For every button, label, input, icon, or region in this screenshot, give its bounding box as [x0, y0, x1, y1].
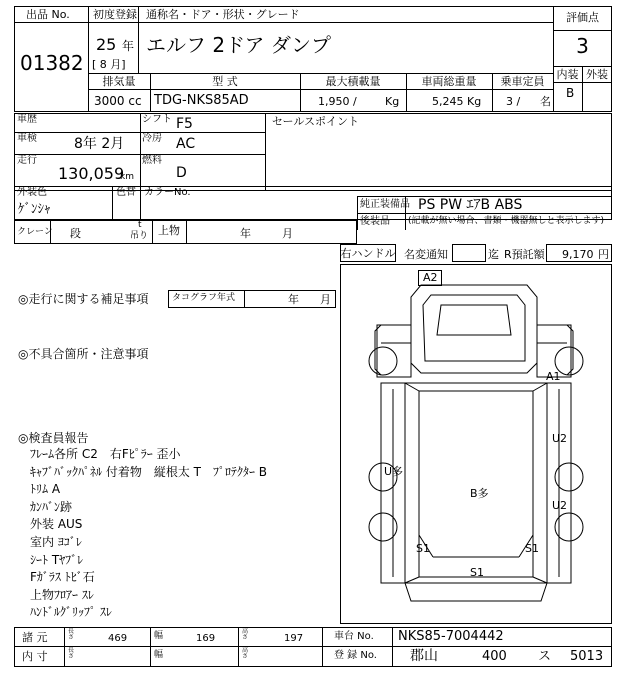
plate-class: 400 [482, 649, 507, 664]
lot-number: 01382 [20, 51, 84, 75]
r-test-label: R預託額 [504, 248, 545, 261]
plate-label: 登 録 No. [334, 650, 377, 661]
name-change-label: 名変通知 [404, 248, 448, 261]
inner-width-label: 幅 [154, 650, 164, 660]
mark-a2: A2 [423, 271, 438, 284]
crane-stage: 段 [70, 227, 81, 240]
shift-label: シフト [142, 114, 172, 125]
inspector-report-label: ◎検査員報告 [18, 431, 89, 445]
capacity: 3 / [506, 95, 521, 108]
inspector-line: Fｶﾞﾗｽ ﾄﾋﾞ石 [30, 570, 95, 585]
lift-year: 年 [240, 227, 251, 240]
lot-label: 出品 No. [26, 8, 70, 21]
crane-hook: 吊り [130, 231, 149, 241]
fuel-value: D [176, 165, 187, 181]
inspector-line: ｶﾝﾊﾞﾝ跡 [30, 499, 73, 514]
height-label: 高さ [242, 628, 249, 642]
mark-s1-rear: S1 [470, 566, 484, 579]
mark-u2-lower: U2 [552, 499, 568, 512]
inspection-label: 車検 [17, 133, 37, 144]
width-label: 幅 [154, 631, 164, 641]
inspector-line: ﾄﾘﾑ A [30, 482, 61, 497]
width-value: 169 [196, 633, 216, 644]
plate-number: 5013 [570, 649, 604, 664]
aftermarket-label: 後装品 [360, 216, 390, 227]
height-value: 197 [284, 633, 304, 644]
chassis-number: NKS85-7004442 [398, 629, 504, 644]
mark-s1-right: S1 [525, 542, 539, 555]
length-value: 469 [108, 633, 128, 644]
color-change-label: 色替 [116, 187, 136, 198]
equipment-value: PS PW ｴｱB ABS [418, 197, 523, 213]
mark-u2-upper: U2 [552, 432, 568, 445]
tacho-month: 月 [320, 293, 331, 306]
history-label: 車歴 [17, 114, 37, 125]
defects-label: ◎不具合箇所・注意事項 [18, 347, 149, 361]
reg-month: [ 8 月] [92, 58, 126, 71]
shift-value: F5 [176, 116, 193, 132]
exterior-grade-label: 外装 [586, 68, 608, 81]
plate-kana: ス [538, 649, 552, 664]
tacho-year: 年 [288, 293, 299, 306]
color-code-label: カラーNo. [144, 187, 191, 198]
mileage-label: 走行 [17, 155, 37, 166]
inspector-line: ｷｬﾌﾞﾊﾞｯｸﾊﾟﾈﾙ 付着物 縦根太 T ﾌﾟﾛﾃｸﾀｰ B [30, 464, 268, 479]
mark-u-multi: U多 [384, 465, 404, 478]
grade-value: 3 [576, 34, 589, 58]
inner-dims-label: 内 寸 [22, 650, 48, 663]
model-name: エルフ 2ドア ダンプ [146, 33, 332, 57]
inspector-line: 室内 ﾖｺﾞﾚ [30, 535, 82, 549]
model-code: TDG-NKS85AD [154, 93, 249, 108]
ac-label: 冷房 [142, 133, 162, 144]
chassis-label: 車台 No. [334, 631, 374, 642]
first-reg-label: 初度登録 [93, 8, 137, 21]
r-test-unit: 円 [598, 248, 609, 261]
year-unit: 年 [122, 39, 135, 53]
mileage-unit: km [120, 172, 134, 182]
steering-value: 右ハンドル [340, 247, 396, 260]
grade-label: 評価点 [566, 11, 599, 24]
expiry-label: 迄 [488, 248, 499, 261]
max-load: 1,950 / [318, 95, 357, 108]
interior-grade: B [566, 86, 575, 100]
ext-color-label: 外装色 [17, 187, 47, 198]
capacity-label: 乗車定員 [500, 75, 545, 88]
model-code-label: 型 式 [212, 75, 238, 88]
reg-year: 25 [96, 35, 117, 54]
inspector-line: 外装 AUS [30, 517, 83, 532]
crane-label: クレーン [17, 227, 53, 237]
length-label: 長さ [68, 628, 75, 642]
tachograph-label: タコグラフ年式 [172, 293, 236, 303]
gross-weight: 5,245 Kg [432, 95, 482, 108]
displacement: 3000 cc [94, 94, 142, 108]
mark-b-multi: B多 [470, 487, 489, 500]
inner-length-label: 長さ [68, 647, 75, 661]
crane-ton: t [138, 220, 142, 230]
aftermarket-note: (記載が無い場合、書類・機器無しと表示します) [408, 216, 605, 226]
max-load-label: 最大積載量 [325, 75, 381, 88]
r-test-value: 9,170 [562, 248, 594, 261]
displacement-label: 排気量 [102, 75, 136, 88]
lift-label: 上物 [158, 224, 180, 237]
name-change-box [452, 244, 486, 262]
inspector-line: 上物ﾌﾛｱｰ ｽﾚ [30, 587, 94, 602]
ac-value: AC [176, 136, 196, 152]
max-load-unit: Kg [385, 95, 400, 108]
specs-label: 諸 元 [22, 631, 48, 644]
inner-height-label: 高さ [242, 647, 249, 661]
mileage-value: 130,059 [58, 164, 125, 183]
inspector-line: ｼｰﾄ Tﾔﾌﾞﾚ [30, 552, 84, 567]
capacity-unit: 名 [540, 95, 551, 108]
mark-s1-left: S1 [416, 542, 430, 555]
lift-month: 月 [282, 227, 293, 240]
inspector-line: ﾊﾝﾄﾞﾙｸﾞﾘｯﾌﾟ ｽﾚ [30, 605, 112, 620]
ext-color-value: ｹﾞﾝｼｬ [18, 202, 51, 217]
inspection-value: 8年 2月 [74, 136, 125, 152]
gross-weight-label: 車両総重量 [421, 75, 477, 88]
interior-grade-label: 内装 [556, 68, 579, 81]
fuel-label: 燃料 [142, 155, 162, 166]
driving-notes-label: ◎走行に関する補足事項 [18, 292, 149, 306]
equipment-label: 純正装備品 [360, 199, 410, 210]
sales-points-label: セールスポイント [272, 115, 360, 128]
model-name-label: 通称名・ドア・形状・グレード [146, 8, 300, 21]
inspector-line: ﾌﾚｰﾑ各所 C2 右Fﾋﾟﾗｰ 歪小 [30, 447, 181, 461]
footer-frame [14, 627, 612, 667]
plate-region: 郡山 [410, 648, 438, 664]
mark-a1: A1 [546, 370, 561, 383]
